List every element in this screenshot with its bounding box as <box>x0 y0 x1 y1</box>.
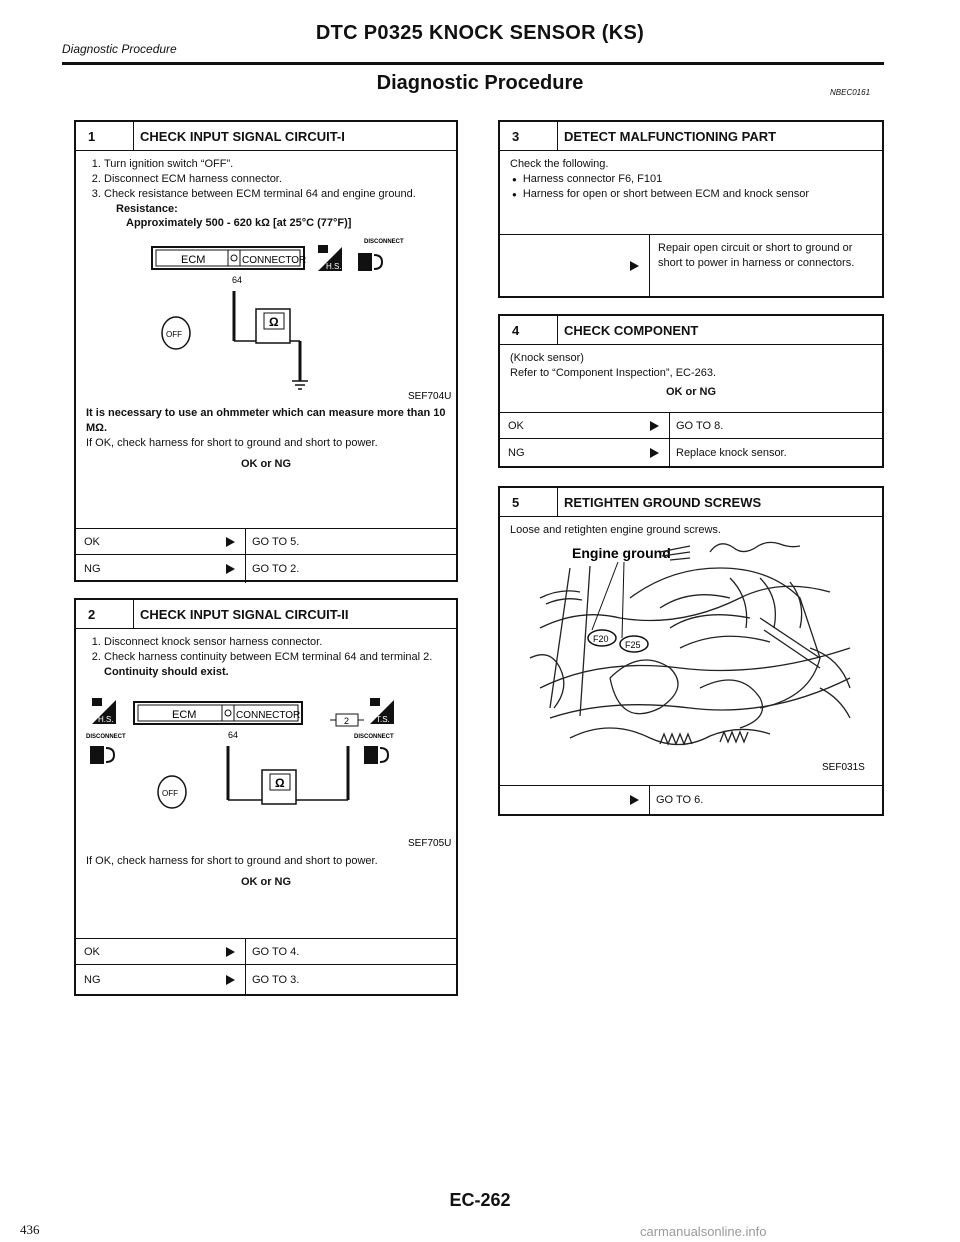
arrow-icon <box>572 439 670 467</box>
result-row-ok <box>76 938 456 965</box>
result-key: NG <box>84 974 101 986</box>
result-value: GO TO 2. <box>252 563 300 575</box>
list-item: 3. Check resistance between ECM terminal 64 and engine ground. <box>104 187 446 202</box>
knock-sensor-connector <box>330 714 364 726</box>
step-4-body <box>500 345 882 406</box>
step-2-header <box>76 600 456 629</box>
ignition-off-icon <box>158 776 186 808</box>
connector-label: CONNECTOR <box>242 255 307 267</box>
arrow-icon <box>500 786 650 814</box>
terminal-side-icon <box>370 698 394 724</box>
ground-f25-marker <box>620 636 648 652</box>
result-value: GO TO 5. <box>252 536 300 548</box>
list-item: 2. Disconnect ECM harness connector. <box>104 172 446 187</box>
header-rule <box>62 62 884 65</box>
result-value: Repair open circuit or short to ground or short to power in harness or connectors. <box>658 242 855 269</box>
step-number: 1 <box>76 122 134 150</box>
step-title: CHECK COMPONENT <box>564 322 699 338</box>
step-title: RETIGHTEN GROUND SCREWS <box>564 494 762 510</box>
step-1-body <box>76 151 456 477</box>
result-value: GO TO 8. <box>676 420 724 432</box>
section-header: Diagnostic Procedure <box>62 42 177 56</box>
disconnect-label: DISCONNECT <box>86 733 126 740</box>
result-row-ok <box>76 528 456 555</box>
step-4-header <box>500 316 882 345</box>
ecm-label: ECM <box>172 708 197 721</box>
figure-code: SEF705U <box>408 837 452 849</box>
continuity-text: Continuity should exist. <box>104 665 229 678</box>
figure-code: SEF704U <box>408 391 452 403</box>
list-item: 1. Turn ignition switch “OFF”. <box>104 157 446 172</box>
step-3-body <box>500 151 882 208</box>
resistance-label: Resistance: <box>116 202 178 215</box>
step-title: DETECT MALFUNCTIONING PART <box>564 128 777 144</box>
ok-or-ng: OK or NG <box>240 876 292 889</box>
engine-bay-drawing <box>530 542 850 744</box>
svg-text:H.S.: H.S. <box>326 262 342 272</box>
step-box-3 <box>498 120 884 298</box>
svg-text:OFF: OFF <box>166 330 182 340</box>
engine-ground-label: Engine ground <box>572 544 671 561</box>
result-row-ng <box>500 438 882 467</box>
svg-text:2: 2 <box>344 715 350 726</box>
ok-or-ng: OK or NG <box>665 385 717 398</box>
connector-label: CONNECTOR <box>236 709 301 721</box>
note-2: If OK, check harness for short to ground and short to power. <box>86 436 378 449</box>
step-3-header <box>500 122 882 151</box>
reference-code: NBEC0161 <box>830 88 871 97</box>
step-box-2 <box>74 598 458 996</box>
intro-text: Check the following. <box>510 158 609 170</box>
step-title: CHECK INPUT SIGNAL CIRCUIT-I <box>140 128 345 144</box>
step-box-1 <box>74 120 458 582</box>
engine-ground-illustration <box>510 538 874 778</box>
figure-code: SEF031S <box>822 761 865 773</box>
disconnect-icon-2 <box>364 746 388 764</box>
step-list <box>86 635 446 665</box>
page-number: 436 <box>20 1222 40 1237</box>
component-name: (Knock sensor) <box>510 352 584 364</box>
reference-text: Refer to “Component Inspection”, EC-263. <box>510 366 717 379</box>
list-item: ● Harness for open or short between ECM and knock sensor <box>524 187 872 202</box>
continuity-diagram <box>86 680 452 850</box>
arrow-icon <box>572 413 670 439</box>
result-key: NG <box>84 563 101 575</box>
harness-side-icon <box>318 245 342 271</box>
result-row <box>500 234 882 296</box>
document-title: DTC P0325 KNOCK SENSOR (KS) <box>315 22 645 44</box>
page-title: Diagnostic Procedure <box>376 72 584 94</box>
page-code: EC-262 <box>449 1190 511 1210</box>
result-row-ng <box>76 964 456 995</box>
bullet-list <box>510 172 872 202</box>
step-5-body <box>500 517 882 789</box>
ohm-symbol: Ω <box>275 775 285 790</box>
harness-side-icon <box>92 698 116 724</box>
result-row-ok <box>500 412 882 439</box>
disconnect-label-2: DISCONNECT <box>354 733 394 740</box>
step-box-5 <box>498 486 884 816</box>
result-key: OK <box>84 536 100 548</box>
list-item: 1. Disconnect knock sensor harness connector. <box>104 635 446 650</box>
terminal-label: 64 <box>228 729 239 740</box>
result-key: OK <box>84 946 100 958</box>
note: It is necessary to use an ohmmeter which can measure more than 10 MΩ. <box>86 407 446 434</box>
terminal-label: 64 <box>232 275 243 286</box>
ignition-off-icon <box>162 317 190 349</box>
step-list <box>86 157 446 202</box>
result-value: Replace knock sensor. <box>676 447 787 459</box>
step-1-header <box>76 122 456 151</box>
disconnect-icon <box>358 253 382 271</box>
step-number: 2 <box>76 600 134 628</box>
step-title: CHECK INPUT SIGNAL CIRCUIT-II <box>140 606 349 622</box>
arrow-icon <box>148 555 246 583</box>
result-value: GO TO 6. <box>656 794 704 806</box>
list-item: ● Harness connector F6, F101 <box>524 172 872 187</box>
svg-text:OFF: OFF <box>162 788 178 798</box>
svg-text:T.S.: T.S. <box>376 714 390 724</box>
ok-or-ng: OK or NG <box>240 457 292 470</box>
note: If OK, check harness for short to ground and short to power. <box>86 855 378 868</box>
list-item: 2. Check harness continuity between ECM terminal 64 and terminal 2. <box>104 650 446 665</box>
arrow-icon <box>500 235 650 296</box>
step-5-header <box>500 488 882 517</box>
resistance-value: Approximately 500 - 620 kΩ [at 25°C (77°F)] <box>126 217 352 230</box>
ohm-symbol: Ω <box>269 315 279 330</box>
step-box-4 <box>498 314 884 468</box>
result-row <box>500 785 882 814</box>
result-value: GO TO 4. <box>252 946 300 958</box>
step-number: 4 <box>500 316 558 344</box>
result-row-ng <box>76 554 456 583</box>
step-number: 5 <box>500 488 558 516</box>
resistance-diagram <box>86 231 452 403</box>
result-value: GO TO 3. <box>252 974 300 986</box>
ecm-label: ECM <box>181 254 206 267</box>
arrow-icon <box>148 529 246 555</box>
svg-text:F25: F25 <box>625 639 641 650</box>
arrow-icon <box>148 939 246 965</box>
step-number: 3 <box>500 122 558 150</box>
svg-text:F20: F20 <box>593 633 609 644</box>
instruction-text: Loose and retighten engine ground screws. <box>510 524 721 536</box>
result-key: NG <box>508 447 525 459</box>
watermark: carmanualsonline.info <box>640 1224 767 1239</box>
disconnect-icon <box>90 746 114 764</box>
svg-text:H.S.: H.S. <box>98 714 114 724</box>
ground-f20-marker <box>588 630 616 646</box>
disconnect-label: DISCONNECT <box>364 239 404 246</box>
result-key: OK <box>508 420 524 432</box>
step-2-body <box>76 629 456 896</box>
arrow-icon <box>148 965 246 995</box>
